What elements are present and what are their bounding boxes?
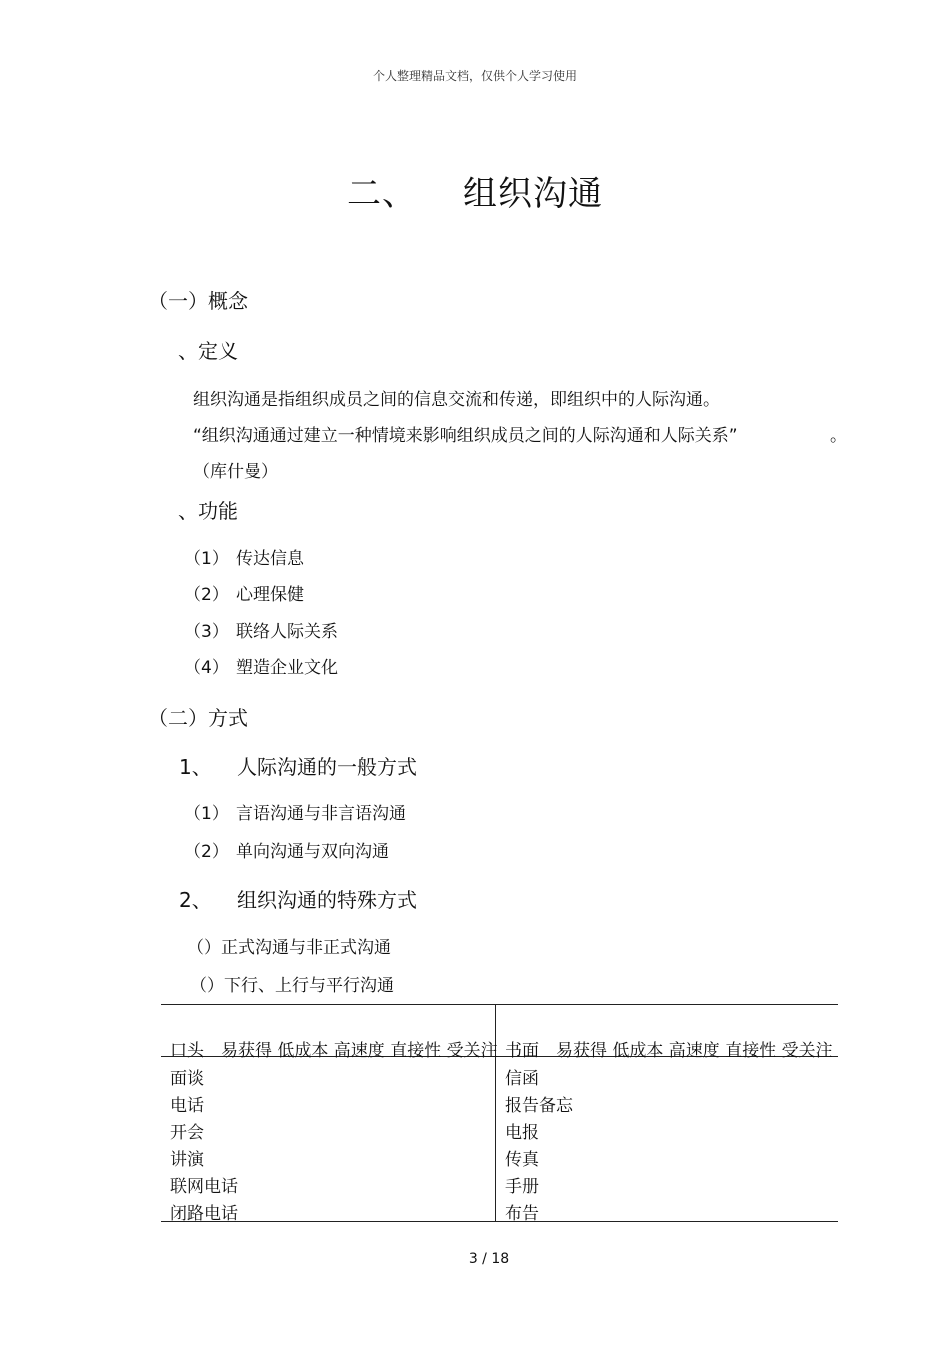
table-cell-written: 报告备忘: [505, 1096, 573, 1116]
section-methods-heading: （二）方式: [148, 706, 248, 730]
definition-paragraph-2-end: 。: [830, 426, 847, 446]
table-top-border: [161, 1004, 838, 1005]
table-cell-oral: 面谈: [170, 1069, 204, 1089]
table-cell-written: 电报: [505, 1123, 539, 1143]
table-cell-oral: 电话: [170, 1096, 204, 1116]
communication-table: [161, 1004, 838, 1222]
method-1-item: （2） 单向沟通与双向沟通: [184, 842, 389, 862]
definition-paragraph-2: “组织沟通通过建立一种情境来影响组织成员之间的人际沟通和人际关系”: [193, 426, 738, 446]
subsection-definition-heading: 、定义: [178, 339, 238, 363]
chapter-number: 二、: [347, 174, 417, 214]
chapter-title: [0, 166, 950, 215]
function-item: （3） 联络人际关系: [184, 622, 338, 642]
method-2-heading: 2、 组织沟通的特殊方式: [179, 888, 417, 912]
table-cell-written: 信函: [505, 1069, 539, 1089]
table-bottom-border: [161, 1221, 838, 1222]
table-cell-oral: 开会: [170, 1123, 204, 1143]
table-cell-oral: 联网电话: [170, 1177, 238, 1197]
function-item: （1） 传达信息: [184, 549, 304, 569]
table-cell-oral: 闭路电话: [170, 1204, 238, 1224]
table-cell-written: 布告: [505, 1204, 539, 1224]
section-concept-heading: （一）概念: [148, 289, 248, 313]
table-header-written: 书面 易获得 低成本 高速度 直接性 受关注: [505, 1041, 833, 1061]
definition-paragraph-1: 组织沟通是指组织成员之间的信息交流和传递，即组织中的人际沟通。: [193, 390, 720, 410]
table-cell-written: 手册: [505, 1177, 539, 1197]
page-number: 3 / 18: [468, 1251, 510, 1267]
function-item: （4） 塑造企业文化: [184, 658, 338, 678]
function-item: （2） 心理保健: [184, 585, 304, 605]
definition-source: （库什曼）: [193, 462, 278, 482]
subsection-function-heading: 、功能: [178, 499, 238, 523]
method-1-item: （1） 言语沟通与非言语沟通: [184, 804, 406, 824]
table-cell-oral: 讲演: [170, 1150, 204, 1170]
page-header: 个人整理精品文档，仅供个人学习使用: [372, 69, 577, 83]
method-2-item: （）下行、上行与平行沟通: [190, 976, 394, 996]
method-1-heading: 1、 人际沟通的一般方式: [179, 755, 417, 779]
chapter-text: 组织沟通: [463, 174, 603, 214]
method-2-item: （）正式沟通与非正式沟通: [187, 938, 391, 958]
table-cell-written: 传真: [505, 1150, 539, 1170]
table-header-oral: 口头 易获得 低成本 高速度 直接性 受关注: [170, 1041, 498, 1061]
